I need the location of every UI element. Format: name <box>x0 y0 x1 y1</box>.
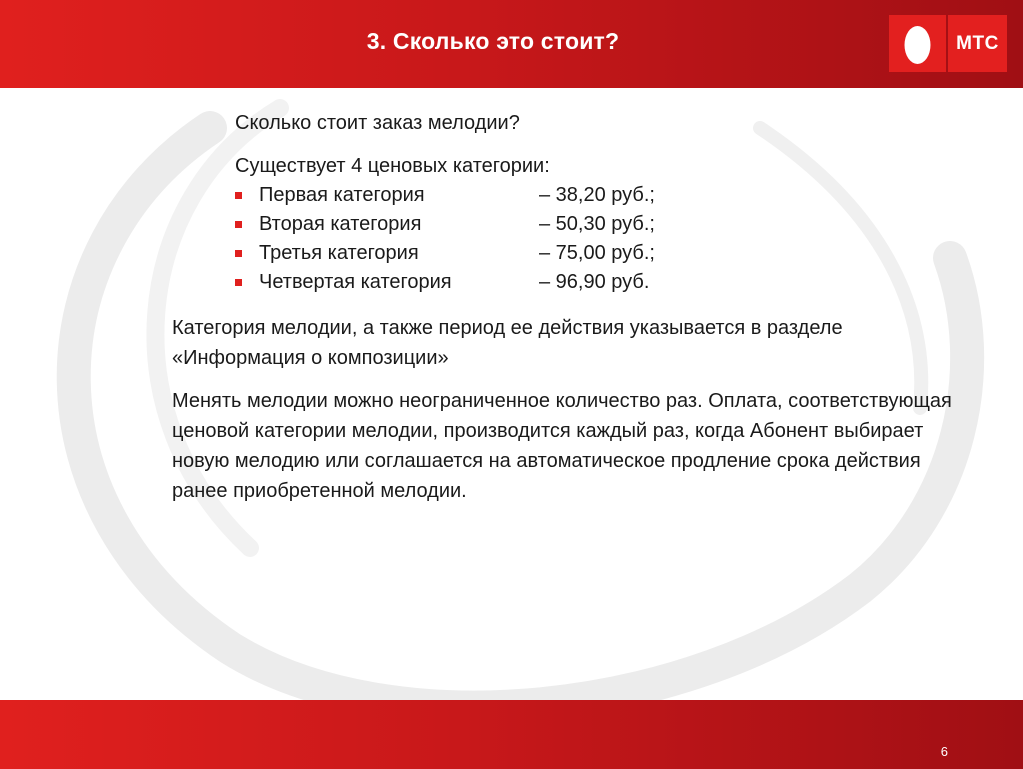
egg-icon <box>889 15 946 72</box>
category-price: – 38,20 руб.; <box>539 184 655 206</box>
category-price: – 96,90 руб. <box>539 271 650 293</box>
category-name: Третья категория <box>259 242 419 264</box>
bullet-square-icon <box>235 279 242 286</box>
logo-wordmark-block <box>948 15 1007 72</box>
intro-text: Существует 4 ценовых категории: <box>235 155 550 177</box>
question-text: Сколько стоит заказ мелодии? <box>235 112 520 134</box>
slide-header <box>0 0 1023 88</box>
slide-content <box>0 88 1023 700</box>
slide-footer <box>0 700 1023 769</box>
category-price: – 75,00 руб.; <box>539 242 655 264</box>
bullet-square-icon <box>235 250 242 257</box>
category-price: – 50,30 руб.; <box>539 213 655 235</box>
page-number: 6 <box>940 744 948 759</box>
bullet-square-icon <box>235 192 242 199</box>
category-name: Вторая категория <box>259 213 422 235</box>
logo-egg-block <box>889 15 946 72</box>
category-info-paragraph: Категория мелодии, а также период ее действия указывается в разделе «Информация о композиции» <box>172 317 843 369</box>
payment-info-paragraph: Менять мелодии можно неограниченное количество раз. Оплата, соответствующая ценовой категории мелодии, производится каждый раз, когда Абонент выбирает новую мелодию или соглашается на автоматическое продление срока действия ранее приобретенной мелодии. <box>172 390 952 502</box>
category-name: Четвертая категория <box>259 271 452 293</box>
category-name: Первая категория <box>259 184 425 206</box>
slide-title: 3. Сколько это стоит? <box>366 28 620 54</box>
logo-wordmark: МТС <box>956 32 999 54</box>
bullet-square-icon <box>235 221 242 228</box>
mts-logo <box>889 15 1007 72</box>
